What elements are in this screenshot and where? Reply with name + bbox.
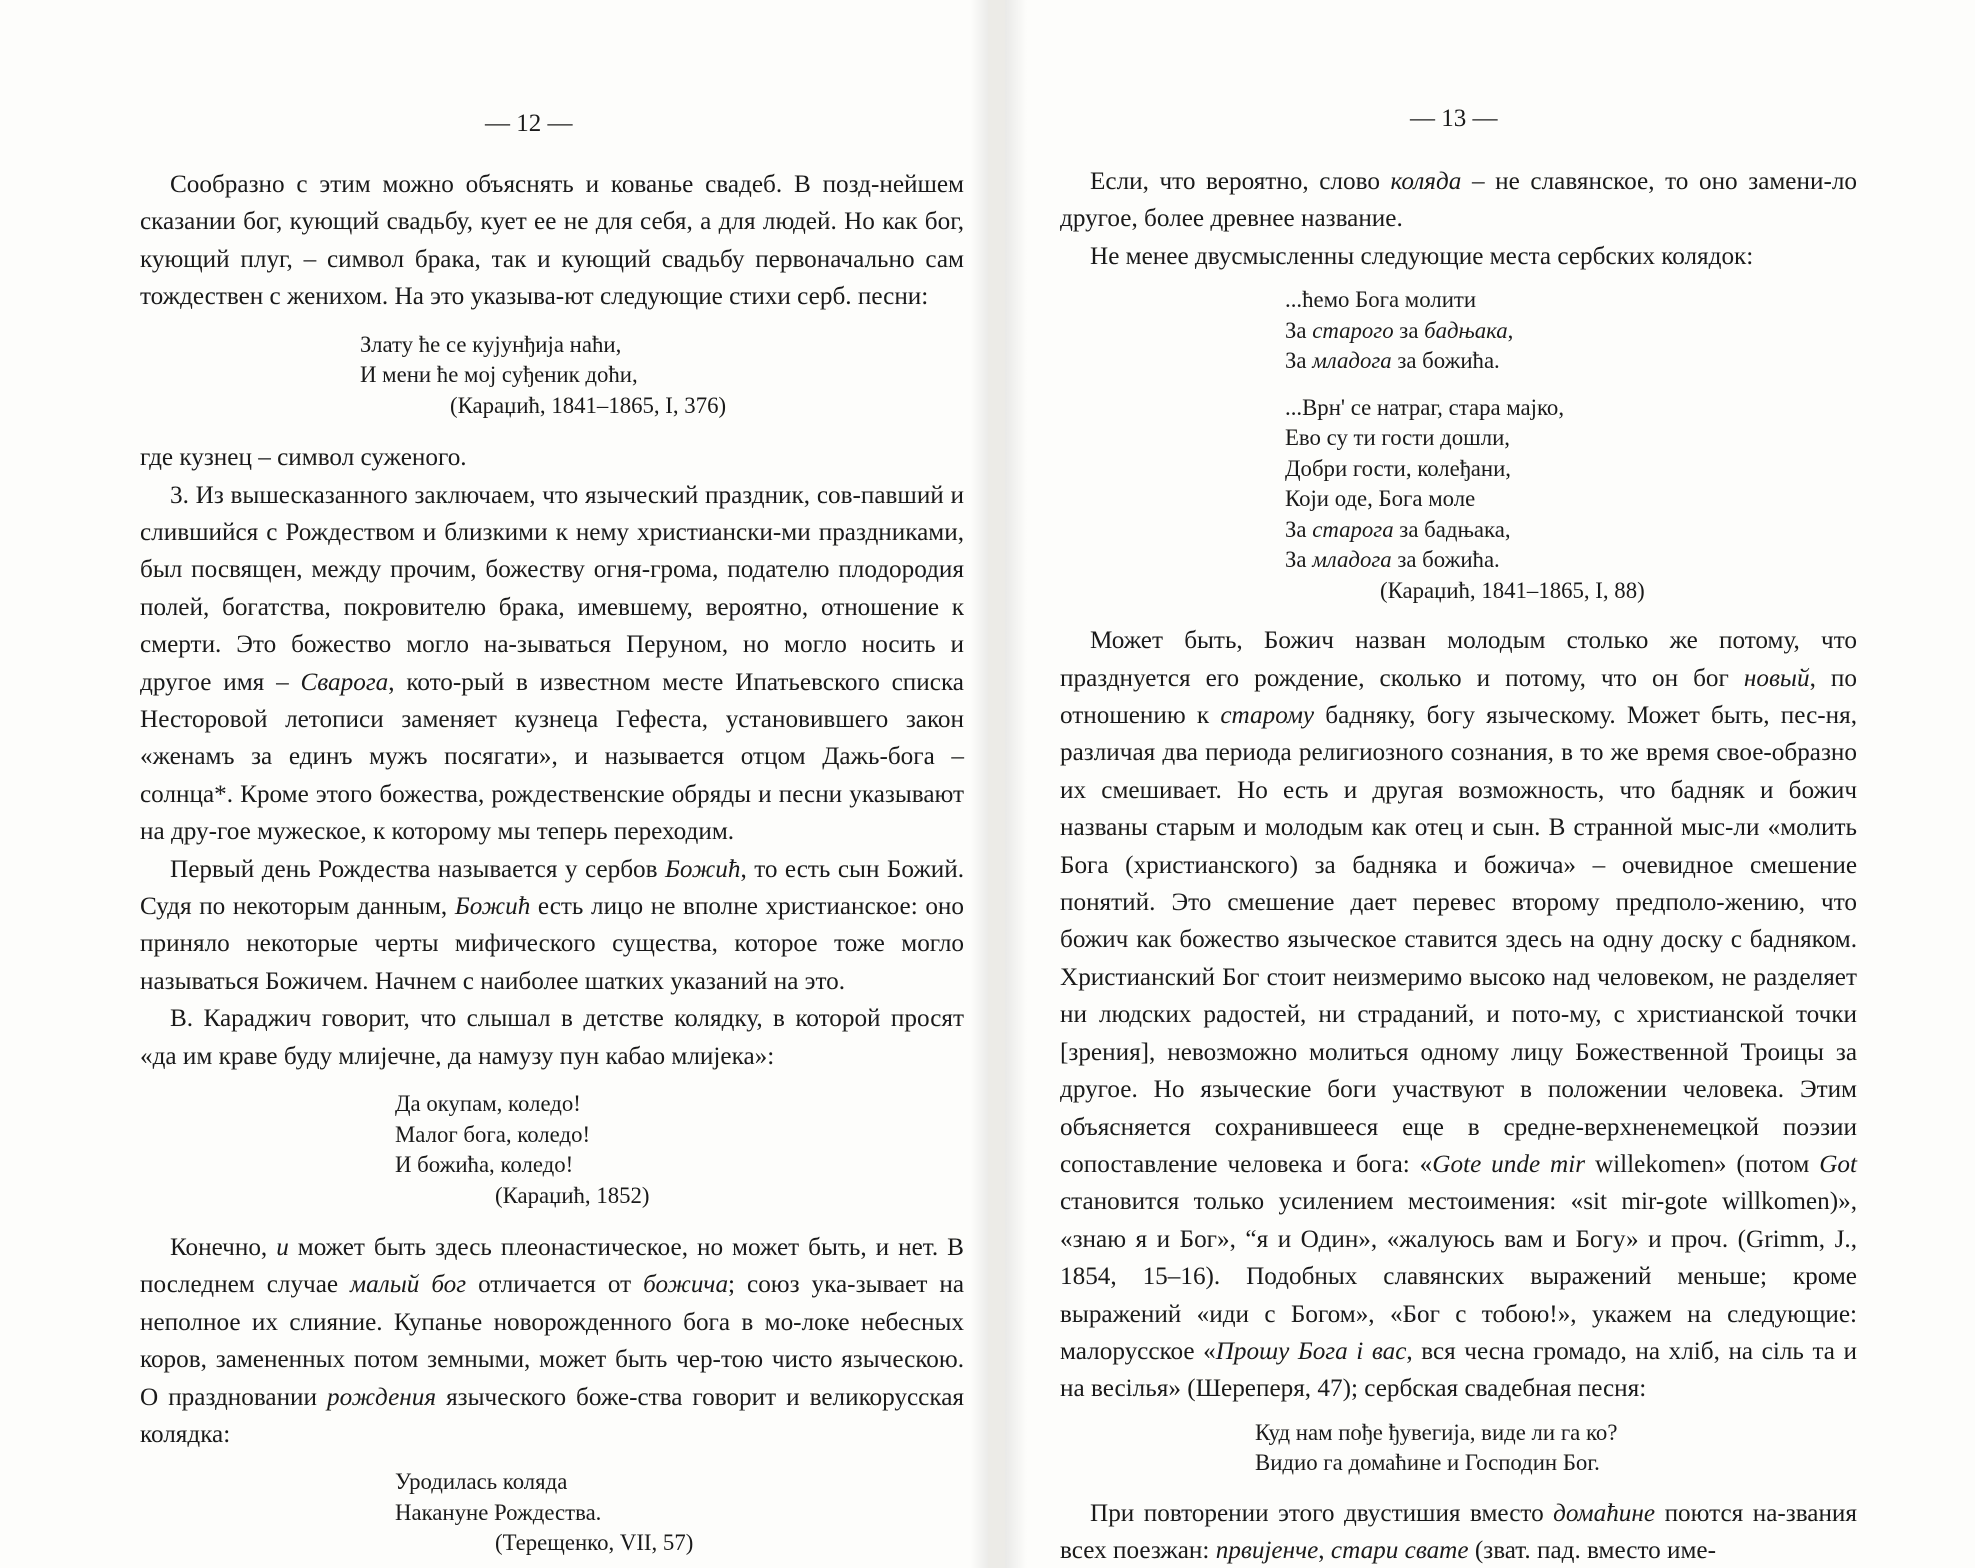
verse-line: ...Врн' се натраг, стара мајко, — [1285, 394, 1565, 420]
verse-line: ...ћемо Бога молити — [1285, 287, 1477, 313]
page-number: — 12 — — [485, 110, 573, 137]
verse-line: Уродилась коляда — [395, 1469, 568, 1495]
verse-line: За старого за бадњака, — [1285, 317, 1514, 343]
paragraph: 3. Из вышесказанного заключаем, что языческий праздник, сов-павший и слившийся с Рождеством и близкими к нему христиански-ми праздниками, был посвящен, между прочим, божеству огня-грома, подателю плодородия полей, богатства, покровителю брака, имевшему, вероятно, отношение к смерти. Это божество могло на-зываться Перуном, но могло носить и другое имя – Сварога, кото-рый в известном месте Ипатьевского списка Несторовой летописи заменяет кузнеца Гефеста, установившего закон «женамъ за единъ мужъ посягати», и называется отцом Дажь-бога – солнца*. Кроме этого божества, рождественские обряды и песни указывают на дру-гое мужеское, к которому мы теперь переходим. — [140, 481, 964, 846]
verse-line: За младога за божића. — [1285, 547, 1500, 573]
paragraph: Может быть, Божич назван молодым столько же потому, что празднуется его рождение, сколько и потому, что он бог новый, по отношению к старому бадняку, богу языческому. Может быть, пес-ня, различая два периода религиозного сознания, в то же время свое-образно их смешивает. Но есть и другая возможность, что бадняк и божич названы старым и молодым как отец и сын. В странной мыс-ли «молить Бога (христианского) за бадняка и божича» – очевидное смешение понятий. Это смешение дает перевес второму предполо-жению, что божич как божество языческое ставится здесь на одну доску с бадняком. Христианский Бог стоит неизмеримо высоко над человеком, не разделяет ни людских радостей, ни страданий, и пото-му, с христианской точки [зрения], невозможно молиться одному лицу Божественной Троицы за другое. Но языческие боги участвуют в положении человека. Этим объясняется сохранившееся еще в средне-верхненемецкой поэзии сопоставление человека и бога: «Gote unde mir willekomen» (потом Got становится только усилением местоимения: «sit mir-gote willkomen)», «знаю я и Бог», “я и Один», «жалуюсь вам и Богу» и проч. (Grimm, J., 1854, 15–16). Подобных славянских выражений меньше; кроме выражений «иди с Богом», «Бог с тобою!», укажем на следующие: малорусское «Прошу Бога і вас, вся чесна громадо, на хліб, на сіль та и на весілья» (Шереперя, 47); сербская свадебная песня: — [1060, 627, 1857, 1403]
emphasis: и — [276, 1234, 289, 1262]
verse-block — [140, 1075, 964, 1229]
verse-line: За младога за божића. — [1285, 348, 1500, 374]
emphasis: новый — [1743, 664, 1810, 692]
emphasis: божича — [643, 1271, 729, 1299]
emphasis: малый бог — [350, 1271, 467, 1299]
verse-line: И мени ће мој суђеник доћи, — [360, 362, 638, 388]
verse-line: Који оде, Бога моле — [1285, 486, 1476, 512]
emphasis: Прошу Бога і вас — [1215, 1337, 1407, 1365]
verse-line: Малог бога, коледо! — [395, 1121, 591, 1147]
citation: (Караџић, 1841–1865, I, 376) — [450, 392, 727, 418]
right-page — [1005, 0, 1975, 1568]
verse-line: Куд нам пође ђувегија, виде ли га ко? — [1255, 1419, 1618, 1445]
paragraph: Не менее двусмысленны следующие места сербских колядок: — [1090, 242, 1754, 270]
verse-block — [140, 316, 964, 440]
verse-line: И божића, коледо! — [395, 1152, 574, 1178]
verse-block — [1060, 275, 1857, 383]
emphasis: првијенче — [1215, 1537, 1319, 1565]
verse-line: Злату ће се кујунђија наћи, — [360, 331, 622, 357]
paragraph: Сообразно с этим можно объяснять и кованье свадеб. В позд-нейшем сказании бог, кующий свадьбу, кует ее не для себя, а для людей. Но как бог, кующий плуг, – символ брака, так и кующий свадьбу первоначально сам тождествен с женихом. На это указыва-ют следующие стихи серб. песни: — [140, 171, 964, 311]
verse-line: За старога за бадњака, — [1285, 516, 1511, 542]
emphasis: Сварога — [300, 668, 389, 696]
paragraph: Конечно, и может быть здесь плеонастическое, но может быть, и нет. В последнем случае малый бог отличается от божича; союз ука-зывает на неполное их слияние. Купанье новорожденного бога в мо-локе небесных коров, замененных потом земными, может быть чер-тою чисто языческою. О праздновании рождения языческого боже-ства говорит и великорусская колядка: — [140, 1234, 965, 1449]
emphasis: стари свате — [1330, 1537, 1469, 1565]
emphasis: старому — [1220, 702, 1315, 730]
verse-block — [140, 1453, 964, 1568]
emphasis: коляда — [1390, 168, 1462, 195]
verse-line: Да окупам, коледо! — [395, 1091, 581, 1117]
paragraph: Первый день Рождества называется у сербов Божић, то есть сын Божий. Судя по некоторым данным, Божић есть лицо не вполне христианское: оно приняло некоторые черты мифического существа, которое тоже могло называться Божичем. Начнем с наиболее шатких указаний на это. — [140, 855, 965, 995]
paragraph: При повторении этого двустишия вместо домаћине поются на-звания всех поезжан: првијенче, стари свате (зват. пад. вместо име- — [1060, 1499, 1857, 1565]
emphasis: домаћине — [1553, 1499, 1656, 1527]
verse-line: Добри гости, колеђани, — [1285, 455, 1512, 481]
paragraph: где кузнец – символ суженого. — [140, 444, 467, 472]
verse-block — [1060, 383, 1857, 623]
verse-line: Видио га домаћине и Господин Бог. — [1255, 1450, 1600, 1476]
paragraph: Если, что вероятно, слово коляда – не славянское, то оно замени-ло другое, более древнее название. — [1060, 168, 1857, 233]
verse-line: Накануне Рождества. — [395, 1499, 602, 1525]
verse-line: Ево су ти гости дошли, — [1285, 425, 1510, 451]
emphasis: рождения — [327, 1383, 437, 1411]
emphasis: Got — [1819, 1150, 1857, 1178]
emphasis: Gote unde mir — [1432, 1150, 1586, 1178]
citation: (Караџић, 1852) — [495, 1182, 650, 1208]
page-number: — 13 — — [1410, 105, 1498, 132]
emphasis: Божић — [664, 855, 741, 883]
citation: (Терещенко, VII, 57) — [495, 1530, 694, 1556]
emphasis: Божић — [454, 893, 531, 920]
citation: (Караџић, 1841–1865, I, 88) — [1380, 577, 1645, 603]
verse-block — [1060, 1408, 1857, 1495]
paragraph: В. Караджич говорит, что слышал в детстве колядку, в которой просят «да им краве буду млијечне, да намузу пун кабао млијека»: — [140, 1005, 964, 1070]
